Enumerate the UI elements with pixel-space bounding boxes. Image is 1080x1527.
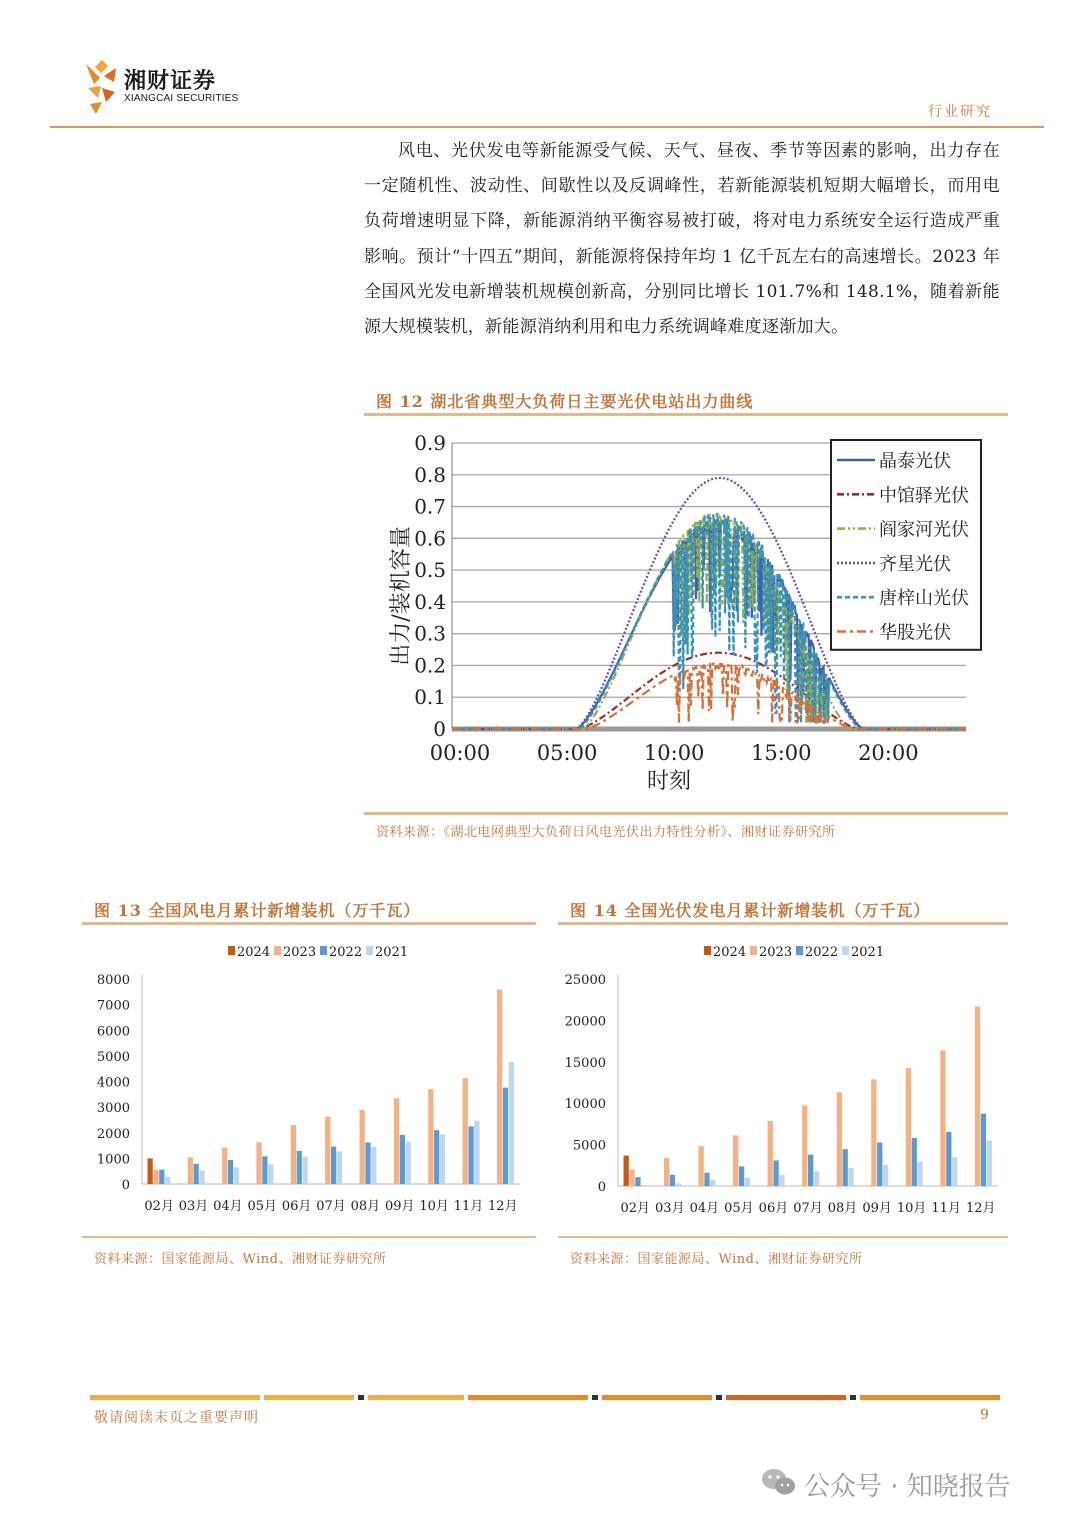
- logo-text-cn: 湘财证券: [124, 69, 217, 94]
- fig13-xtick-label: 06月: [281, 1199, 312, 1214]
- fig14-xtick-label: 06月: [758, 1201, 789, 1216]
- fig12-xtick-label: 00:00: [429, 741, 491, 765]
- fig14-bar: [814, 1171, 819, 1186]
- fig14-bar: [981, 1114, 986, 1186]
- fig13-bar: [394, 1098, 399, 1184]
- fig13-title: 图 13 全国风电月累计新增装机（万千瓦）: [94, 901, 421, 920]
- fig13-bar: [337, 1151, 342, 1184]
- fig14-bar: [837, 1092, 842, 1186]
- fig13-bar: [291, 1125, 296, 1184]
- fig13-bar: [228, 1160, 233, 1184]
- fig13-ytick-label: 4000: [96, 1075, 130, 1091]
- fig13-bar: [360, 1110, 365, 1184]
- fig14-bar: [629, 1169, 634, 1186]
- page-number: 9: [980, 1407, 989, 1423]
- fig12-ytick-label: 0.3: [414, 621, 446, 646]
- fig12-source: 资料来源：《湖北电网典型大负荷日风电光伏出力特性分析》、湘财证券研究所: [376, 825, 836, 840]
- logo-text-en: XIANGCAI SECURITIES: [124, 93, 239, 104]
- fig14-bar: [676, 1183, 681, 1186]
- fig13-bar-chart: [82, 930, 536, 1230]
- fig14-xtick-label: 11月: [931, 1201, 961, 1216]
- fig14-bar: [704, 1173, 709, 1186]
- fig14-bar: [975, 1006, 980, 1186]
- fig13-ytick-label: 0: [121, 1178, 130, 1193]
- fig13-legend-swatch: [320, 946, 327, 955]
- fig14-xtick-label: 05月: [724, 1201, 754, 1216]
- xiangcai-logo-icon: [84, 58, 118, 116]
- fig14-ytick-label: 5000: [572, 1138, 606, 1154]
- fig12-legend-label: 中馆驿光伏: [879, 485, 969, 507]
- fig13-legend-label: 2024: [237, 945, 271, 960]
- fig12-legend-label: 唐梓山光伏: [879, 588, 969, 610]
- fig14-bar: [733, 1135, 738, 1186]
- fig14-bar: [843, 1149, 848, 1186]
- fig13-xtick-label: 10月: [419, 1199, 449, 1214]
- fig13-bar: [222, 1148, 227, 1184]
- fig13-ytick-label: 5000: [96, 1049, 130, 1065]
- fig13-bar: [262, 1156, 267, 1184]
- fig13-legend-label: 2023: [283, 945, 317, 960]
- fig13-legend-label: 2022: [329, 945, 363, 960]
- fig13-bar: [297, 1151, 302, 1184]
- fig14-legend-swatch: [750, 946, 757, 955]
- fig13-bar: [428, 1089, 433, 1184]
- fig14-bar: [952, 1157, 957, 1186]
- fig14-bar: [940, 1050, 945, 1186]
- fig14-xtick-label: 07月: [793, 1201, 823, 1216]
- fig13-legend-label: 2021: [375, 945, 409, 960]
- fig13-xtick-label: 09月: [384, 1199, 415, 1214]
- fig13-legend-swatch: [274, 946, 281, 955]
- fig14-bottom-rule: [558, 1236, 1008, 1238]
- fig13-bar: [509, 1062, 514, 1184]
- fig13-bar: [497, 990, 502, 1184]
- watermark-text: 公众号 · 知晓报告: [804, 1472, 1011, 1502]
- fig14-bar: [779, 1175, 784, 1186]
- fig13-ytick-label: 8000: [96, 973, 130, 988]
- fig13-bar: [199, 1170, 204, 1184]
- fig14-xtick-label: 10月: [896, 1201, 927, 1216]
- fig12-bottom-rule: [364, 812, 1008, 815]
- fig14-legend-swatch: [704, 946, 711, 955]
- fig14-bar: [883, 1165, 888, 1186]
- fig14-legend-label: 2022: [805, 945, 839, 960]
- fig14-bar-chart: [558, 930, 1008, 1230]
- fig13-legend-swatch: [366, 946, 373, 955]
- fig14-ytick-label: 10000: [564, 1097, 606, 1113]
- fig14-bar: [848, 1168, 853, 1186]
- footer-dash-rule: [90, 1395, 1000, 1401]
- fig14-bar: [871, 1079, 876, 1186]
- fig14-bar: [773, 1160, 778, 1186]
- fig14-xtick-label: 03月: [655, 1201, 685, 1216]
- fig14-bar: [698, 1146, 703, 1186]
- fig14-ytick-label: 20000: [564, 1014, 606, 1030]
- fig14-bar: [664, 1158, 669, 1186]
- fig12-xtick-label: 15:00: [750, 741, 812, 765]
- fig14-legend-label: 2021: [851, 945, 885, 960]
- fig13-bottom-rule: [82, 1236, 536, 1238]
- fig12-ytick-label: 0.7: [414, 494, 446, 519]
- fig13-bar: [468, 1126, 473, 1184]
- fig13-xtick-label: 02月: [144, 1199, 174, 1214]
- fig13-ytick-label: 2000: [96, 1126, 130, 1142]
- fig13-xtick-label: 12月: [488, 1199, 518, 1214]
- fig13-xtick-label: 04月: [213, 1199, 243, 1214]
- fig12-title: 图 12 湖北省典型大负荷日主要光伏电站出力曲线: [376, 392, 754, 411]
- fig13-bar: [365, 1142, 370, 1184]
- fig13-ytick-label: 7000: [96, 998, 130, 1014]
- fig13-bar: [371, 1147, 376, 1184]
- fig14-xtick-label: 09月: [862, 1201, 892, 1216]
- fig13-bar: [325, 1117, 330, 1184]
- fig14-bar: [906, 1068, 911, 1186]
- fig13-bar: [153, 1170, 158, 1184]
- fig12-ytick-label: 0.8: [414, 462, 446, 487]
- fig12-y-axis-title: 出力/装机容量: [389, 526, 414, 666]
- fig14-title: 图 14 全国光伏发电月累计新增装机（万千瓦）: [570, 901, 931, 920]
- fig13-ytick-label: 6000: [96, 1024, 130, 1040]
- fig14-bar: [739, 1166, 744, 1186]
- fig13-bar: [434, 1130, 439, 1184]
- fig14-legend-swatch: [842, 946, 849, 955]
- fig14-bar: [768, 1121, 773, 1186]
- fig13-bar: [188, 1157, 193, 1184]
- fig12-x-axis-title: 时刻: [646, 769, 692, 794]
- fig12-ytick-label: 0.1: [414, 685, 446, 710]
- fig14-bar: [946, 1132, 951, 1186]
- fig12-top-rule: [364, 413, 1008, 416]
- fig14-bar: [877, 1142, 882, 1186]
- fig12-ytick-label: 0.2: [414, 653, 446, 678]
- fig13-bar: [331, 1147, 336, 1184]
- fig12-series-line: [452, 663, 966, 730]
- body-paragraph: 风电、光伏发电等新能源受气候、天气、昼夜、季节等因素的影响，出力存在一定随机性、波动性、间歇性以及反调峰性，若新能源装机短期大幅增长，而用电负荷增速明显下降，新能源消纳平衡容易被打破，将对电力系统安全运行造成严重影响。预计“十四五”期间，新能源将保持年均 1 亿千瓦左右的高速增长。2023 年全国风光发电新增装机规模创新高，分别同比增长 101.7%和 148.1%，随着新能源大规模装机，新能源消纳利用和电力系统调峰难度逐渐加大。: [364, 141, 1000, 338]
- fig12-xtick-label: 10:00: [643, 741, 705, 765]
- fig13-bar: [463, 1078, 468, 1184]
- fig13-bar: [503, 1088, 508, 1184]
- fig12-line-chart: [364, 418, 1008, 810]
- fig13-xtick-label: 03月: [178, 1199, 209, 1214]
- fig13-xtick-label: 08月: [350, 1199, 381, 1214]
- fig12-xtick-label: 20:00: [858, 741, 919, 765]
- fig13-bar: [268, 1164, 273, 1184]
- fig14-ytick-label: 15000: [564, 1055, 606, 1071]
- fig13-ytick-label: 3000: [96, 1101, 130, 1117]
- fig14-bar: [918, 1162, 923, 1186]
- fig14-bar: [987, 1141, 992, 1186]
- fig14-top-rule: [558, 922, 1008, 925]
- fig14-bar: [635, 1177, 640, 1186]
- fig14-ytick-label: 25000: [564, 973, 606, 988]
- fig13-top-rule: [82, 922, 536, 925]
- fig14-xtick-label: 12月: [965, 1201, 996, 1216]
- fig14-bar: [802, 1106, 807, 1186]
- fig13-legend-swatch: [228, 946, 235, 955]
- fig14-bar: [808, 1155, 813, 1186]
- fig12-xtick-label: 05:00: [536, 741, 598, 765]
- footer-disclaimer: 敬请阅读末页之重要声明: [94, 1410, 259, 1426]
- fig13-bar: [302, 1157, 307, 1184]
- fig13-xtick-label: 05月: [247, 1199, 278, 1214]
- header-divider: [50, 126, 1044, 128]
- fig14-xtick-label: 04月: [689, 1201, 720, 1216]
- fig14-bar: [912, 1138, 917, 1186]
- fig13-xtick-label: 07月: [316, 1199, 346, 1214]
- fig13-bar: [400, 1135, 405, 1184]
- fig13-bar: [234, 1167, 239, 1184]
- fig13-ytick-label: 1000: [96, 1152, 130, 1168]
- wechat-icon: [760, 1466, 798, 1498]
- fig14-bar: [670, 1175, 675, 1186]
- fig12-ytick-label: 0.4: [414, 589, 446, 614]
- fig14-bar: [745, 1178, 750, 1186]
- fig12-ytick-label: 0.9: [414, 431, 446, 455]
- fig12-legend-label: 阎家河光伏: [879, 519, 969, 541]
- fig14-ytick-label: 0: [597, 1180, 606, 1195]
- fig13-bar: [147, 1158, 152, 1184]
- fig14-legend-swatch: [796, 946, 803, 955]
- fig13-xtick-label: 11月: [453, 1199, 484, 1214]
- fig12-legend-label: 晶泰光伏: [879, 451, 951, 472]
- fig14-bar: [641, 1185, 646, 1186]
- fig13-source: 资料来源：国家能源局、Wind、湘财证券研究所: [94, 1252, 387, 1267]
- fig13-bar: [440, 1134, 445, 1184]
- fig13-bar: [165, 1177, 170, 1184]
- fig14-xtick-label: 02月: [620, 1201, 651, 1216]
- fig13-bar: [159, 1170, 164, 1184]
- fig13-bar: [256, 1142, 261, 1184]
- fig12-ytick-label: 0.5: [414, 558, 446, 583]
- fig14-bar: [624, 1156, 629, 1186]
- fig12-ytick-label: 0: [433, 717, 446, 741]
- fig13-bar: [406, 1142, 411, 1184]
- fig14-legend-label: 2024: [713, 945, 747, 960]
- fig14-legend-label: 2023: [759, 945, 793, 960]
- fig14-source: 资料来源：国家能源局、Wind、湘财证券研究所: [570, 1252, 863, 1267]
- fig13-bar: [194, 1164, 199, 1184]
- fig14-bar: [710, 1180, 715, 1186]
- fig14-xtick-label: 08月: [827, 1201, 858, 1216]
- fig12-legend-label: 齐星光伏: [879, 553, 951, 575]
- fig12-ytick-label: 0.6: [414, 526, 446, 551]
- fig12-legend-label: 华股光伏: [879, 622, 951, 644]
- section-tag: 行业研究: [928, 104, 992, 120]
- fig13-bar: [474, 1121, 479, 1184]
